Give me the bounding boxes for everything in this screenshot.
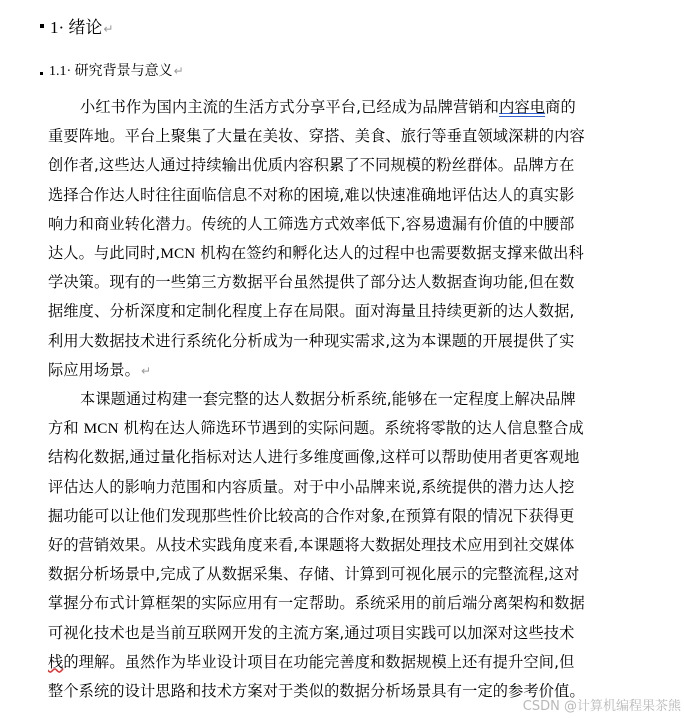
heading-separator: · (66, 64, 75, 79)
heading-level-2[interactable] (40, 60, 184, 83)
text-line: 响力和商业转化潜力。传统的人工筛选方式效率低下,容易遗漏有价值的中腰部 (48, 214, 575, 233)
paragraph-mark-icon: ↵ (173, 64, 184, 78)
text-line: 好的营销效果。从技术实践角度来看,本课题将大数据处理技术应用到社交媒体 (48, 535, 575, 554)
text-line (48, 93, 638, 122)
paragraph-mark-icon: ↵ (103, 22, 114, 36)
text-line: 评估达人的影响力范围和内容质量。对于中小品牌来说,系统提供的潜力达人挖 (48, 477, 575, 496)
text-line: 创作者,这些达人通过持续输出优质内容积累了不同规模的粉丝群体。品牌方在 (48, 156, 575, 175)
heading-separator: · (58, 18, 69, 37)
text-run: 的理解。虽然作为毕业设计项目在功能完善度和数据规模上还有提升空间,但 (63, 652, 575, 671)
text-line (48, 239, 638, 268)
text-line: 掌握分布式计算框架的实际应用有一定帮助。系统采用的前后端分离架构和数据 (48, 594, 585, 613)
csdn-watermark: CSDN @计算机编程果茶熊 (522, 699, 681, 714)
body-paragraph-1[interactable] (48, 93, 638, 385)
spelling-marked-text[interactable]: 栈 (48, 652, 64, 671)
text-line: 数据分析场景中,完成了从数据采集、存储、计算到可视化展示的完整流程,这对 (48, 565, 580, 584)
text-line (48, 648, 638, 677)
text-line: 重要阵地。平台上聚集了大量在美妆、穿搭、美食、旅行等垂直领域深耕的内容 (48, 127, 585, 146)
text-line: 本课题通过构建一套完整的达人数据分析系统,能够在一定程度上解决品牌 (80, 390, 576, 408)
heading-bullet-marker (40, 72, 43, 75)
text-run: 小红书作为国内主流的生活方式分享平台,已经成为品牌营销和 (80, 98, 500, 116)
text-run: 际应用场景。 (48, 360, 141, 379)
heading-title: 绪论 (68, 18, 103, 38)
heading-level-1[interactable] (40, 16, 113, 41)
text-run: 方和 (48, 419, 84, 438)
text-run: 机构在达人筛选环节遇到的实际问题。系统将零散的达人信息整合成 (118, 419, 584, 438)
text-run: 达人。与此同时, (48, 243, 161, 262)
heading-title: 研究背景与意义 (74, 63, 173, 79)
latin-text-run: MCN (160, 244, 196, 262)
text-line: 可视化技术也是当前互联网开发的主流方案,通过项目实践可以加深对这些技术 (48, 623, 575, 642)
latin-text-run: MCN (83, 420, 119, 438)
text-run: 机构在签约和孵化达人的过程中也需要数据支撑来做出科 (195, 243, 584, 262)
text-line: 结构化数据,通过量化指标对达人进行多维度画像,这样可以帮助使用者更客观地 (48, 448, 580, 467)
heading-number: 1.1 (49, 64, 67, 79)
text-line: 学决策。现有的一些第三方数据平台虽然提供了部分达人数据查询功能,但在数 (48, 273, 575, 292)
grammar-marked-text[interactable]: 内容电 (499, 98, 546, 116)
text-line: 掘功能可以让他们发现那些性价比较高的合作对象,在预算有限的情况下获得更 (48, 506, 575, 525)
text-line: 据维度、分析深度和定制化程度上存在局限。面对海量且持续更新的达人数据, (48, 302, 575, 321)
heading-bullet-marker (40, 24, 44, 28)
paragraph-mark-icon: ↵ (141, 363, 152, 378)
text-line: 选择合作达人时往往面临信息不对称的困境,难以快速准确地评估达人的真实影 (48, 185, 575, 204)
text-line (48, 356, 638, 385)
text-line: 利用大数据技术进行系统化分析成为一种现实需求,这为本课题的开展提供了实 (48, 331, 575, 350)
text-line: 整个系统的设计思路和技术方案对于类似的数据分析场景具有一定的参考价值。 (48, 681, 585, 700)
text-run: 商的 (545, 98, 576, 116)
body-paragraph-2[interactable] (48, 385, 638, 706)
text-line (48, 414, 638, 443)
heading-number: 1 (50, 18, 59, 37)
